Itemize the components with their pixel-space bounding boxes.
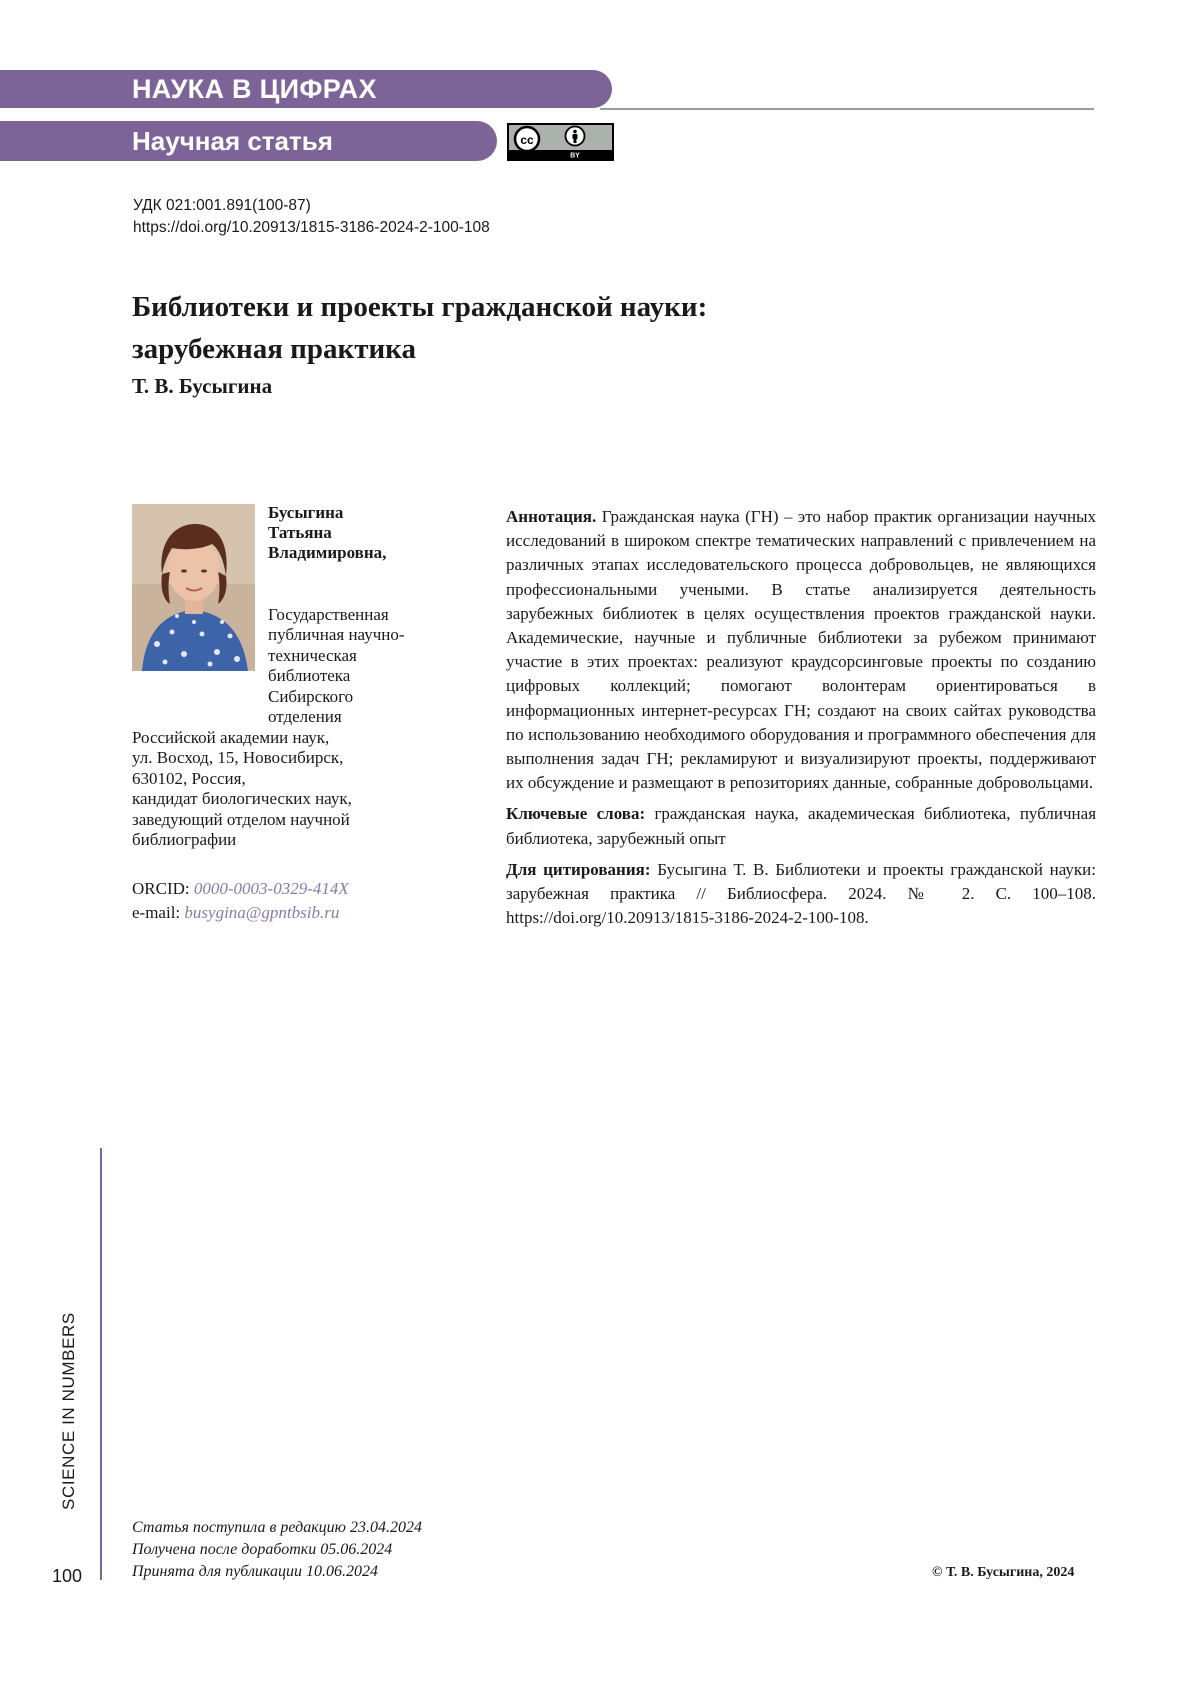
affiliation-line: отделения bbox=[268, 707, 342, 727]
keywords-label: Ключевые слова: bbox=[506, 804, 646, 824]
author-full-name bbox=[268, 503, 386, 563]
orcid-link[interactable]: 0000-0003-0329-414X bbox=[193, 879, 349, 898]
keywords-text: гражданская наука, академическая библиотека, публичная библиотека, зарубежный опыт bbox=[506, 804, 1097, 848]
author-patronymic: Владимировна, bbox=[268, 543, 387, 562]
affiliation-line: кандидат биологических наук, bbox=[132, 789, 352, 809]
udk-code: УДК 021:001.891(100-87) bbox=[133, 197, 311, 214]
cc-by-license-badge[interactable] bbox=[507, 123, 614, 161]
date-received: Статья поступила в редакцию 23.04.2024 bbox=[132, 1519, 422, 1536]
author-contacts bbox=[132, 877, 349, 925]
affiliation-line: публичная научно- bbox=[268, 625, 405, 645]
doi-link[interactable]: https://doi.org/10.20913/1815-3186-2024-2-100-108 bbox=[133, 219, 490, 236]
by-person-icon bbox=[566, 127, 585, 146]
article-title-line1: Библиотеки и проекты гражданской науки: bbox=[132, 291, 708, 323]
author-surname: Бусыгина bbox=[268, 503, 344, 522]
author-portrait-image bbox=[132, 504, 255, 671]
page-number: 100 bbox=[52, 1566, 83, 1586]
publication-dates bbox=[132, 1517, 422, 1583]
abstract-label: Аннотация. bbox=[506, 507, 597, 526]
date-accepted: Принята для публикации 10.06.2024 bbox=[132, 1563, 378, 1580]
section-header-bar bbox=[0, 70, 612, 108]
citation-label: Для цитирования: bbox=[506, 859, 651, 879]
affiliation-line: ул. Восход, 15, Новосибирск, bbox=[132, 748, 344, 768]
keywords-paragraph bbox=[506, 802, 1096, 850]
affiliation-line: библиотека bbox=[268, 666, 351, 686]
article-title bbox=[132, 286, 707, 370]
cc-by-badge-graphic bbox=[509, 125, 612, 159]
section-title: НАУКА В ЦИФРАХ bbox=[132, 74, 377, 104]
affiliation-part-a bbox=[268, 605, 405, 727]
author-photo bbox=[132, 504, 255, 671]
side-accent-line bbox=[100, 1148, 102, 1580]
author-first-name: Татьяна bbox=[268, 523, 332, 542]
email-row bbox=[132, 901, 349, 925]
article-type-bar bbox=[0, 121, 497, 161]
copyright-notice: © Т. В. Бусыгина, 2024 bbox=[932, 1565, 1075, 1580]
citation-paragraph bbox=[506, 858, 1096, 931]
affiliation-line: Сибирского bbox=[268, 686, 354, 706]
abstract-paragraph bbox=[506, 505, 1096, 795]
svg-text:cc: cc bbox=[520, 133, 534, 147]
affiliation-line: библиографии bbox=[132, 830, 237, 850]
header-rule bbox=[600, 108, 1094, 110]
citation-text: Бусыгина Т. В. Библиотеки и проекты гражданской науки: зарубежная практика // Библиосфера. 2024. № 2. С. 100–108. https://doi.org/10.20913/1815-3186-2024-2-100-108. bbox=[506, 859, 1097, 928]
email-label: e-mail: bbox=[132, 903, 181, 922]
cc-icon bbox=[515, 127, 539, 151]
abstract-text: Гражданская наука (ГН) – это набор практик организации научных исследований в широком спектре тематических направлений с привлечением на различных этапах исследовательского процесса добровольцев, не являющихся профессиональными учеными. В статье анализируется деятельность зарубежных библиотек в целях осуществления проектов гражданской науки. Академические, научные и публичные библиотеки за рубежом принимают участие в этих проектах: реализуют краудсорсинговые проекты по созданию цифровых коллекций; помогают волонтерам ориентироваться в информационных интернет-ресурсах ГН; создают на своих сайтах руководства по использованию необходимого оборудования и программного обеспечения для выполнения задач ГН; рекламируют и визуализируют проекты, поддерживают их обсуждение и размещают в репозиториях данные, собранные добровольцами. bbox=[506, 507, 1096, 793]
article-type: Научная статья bbox=[132, 126, 333, 156]
affiliation-part-b bbox=[132, 728, 432, 850]
affiliation-line: заведующий отделом научной bbox=[132, 809, 350, 829]
orcid-row bbox=[132, 877, 349, 901]
by-label: BY bbox=[570, 152, 580, 159]
article-title-line2: зарубежная практика bbox=[132, 333, 416, 365]
date-revised: Получена после доработки 05.06.2024 bbox=[132, 1541, 393, 1558]
affiliation-line: техническая bbox=[268, 645, 357, 665]
affiliation-line: 630102, Россия, bbox=[132, 768, 246, 788]
journal-section-side-label: SCIENCE IN NUMBERS bbox=[59, 1312, 78, 1510]
orcid-label: ORCID: bbox=[132, 879, 190, 898]
abstract-column bbox=[506, 505, 1096, 937]
author-byline: Т. В. Бусыгина bbox=[132, 374, 273, 398]
identifiers-block bbox=[133, 195, 490, 239]
affiliation-line: Российской академии наук, bbox=[132, 728, 330, 747]
email-link[interactable]: busygina@gpntbsib.ru bbox=[184, 903, 340, 922]
affiliation-line: Государственная bbox=[268, 605, 389, 624]
